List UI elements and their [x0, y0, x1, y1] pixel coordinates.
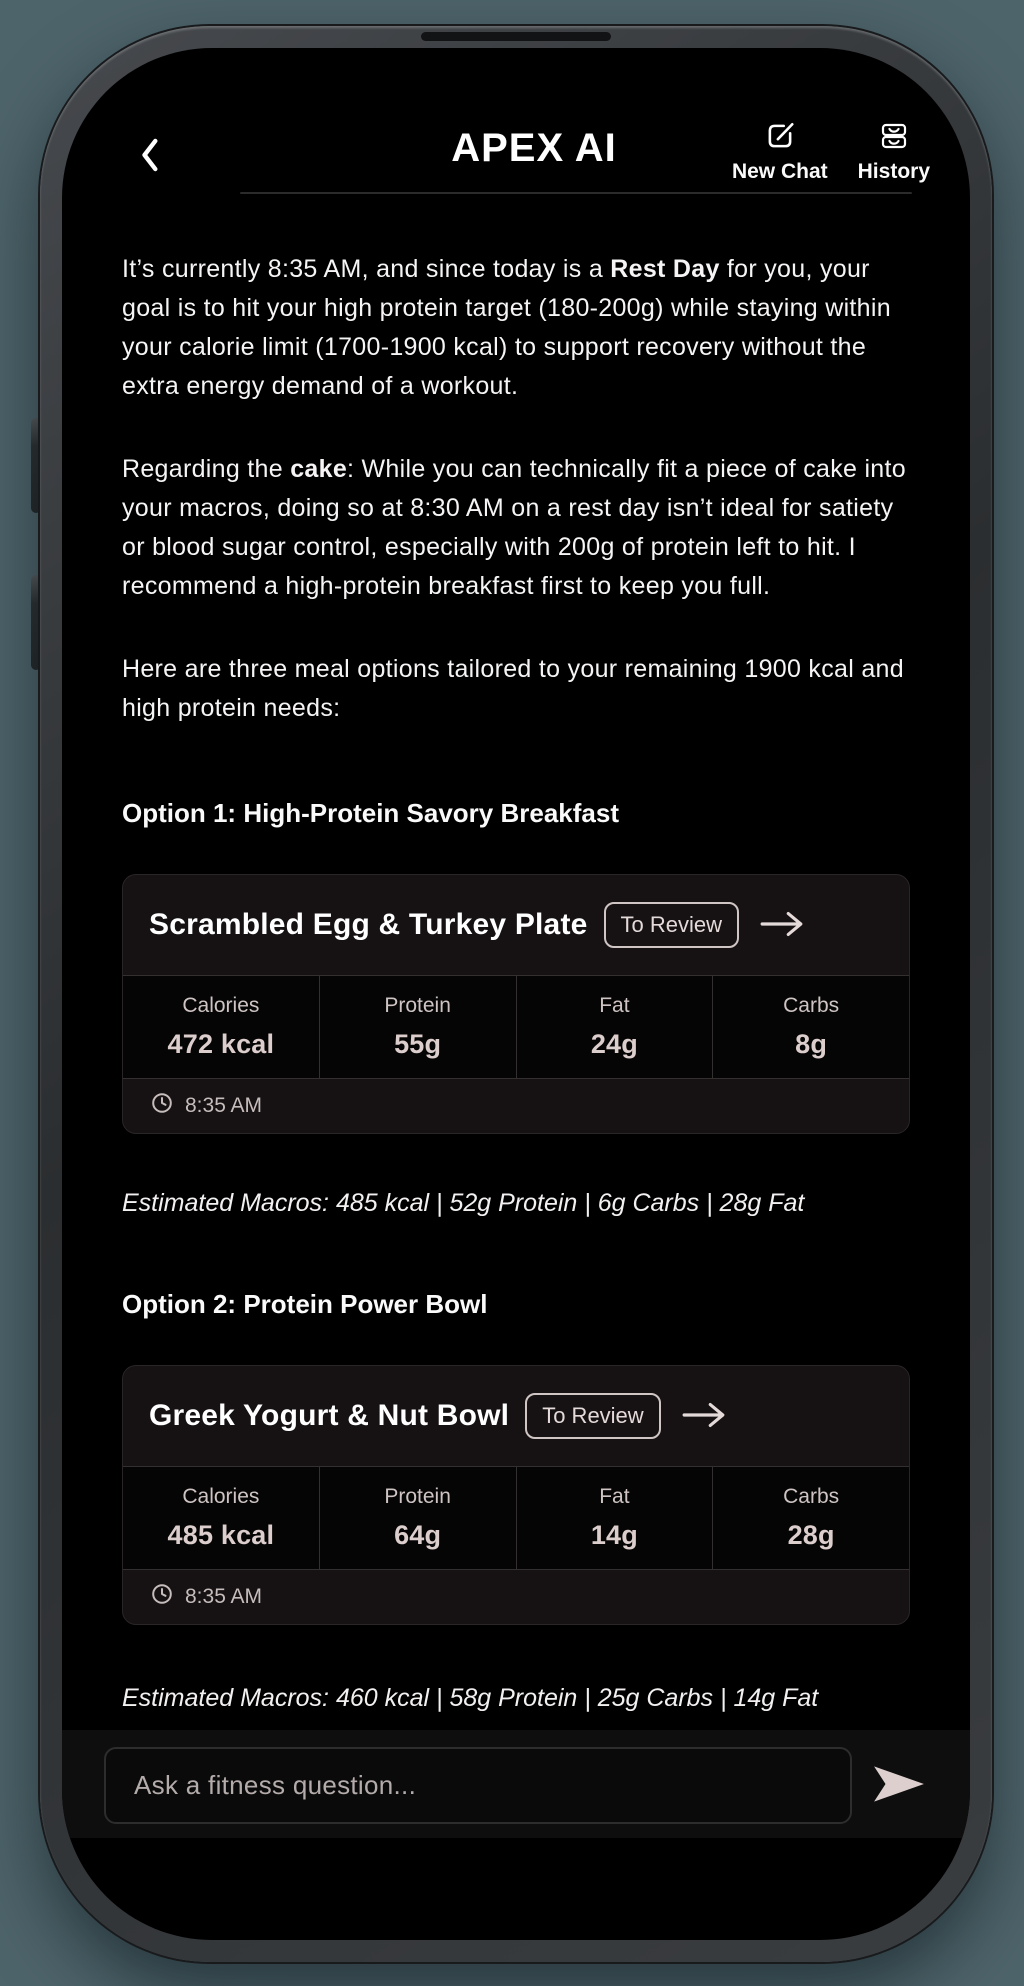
app-header [138, 126, 930, 188]
meal-card-2[interactable] [122, 1365, 910, 1625]
macro-value: 24g [590, 1029, 638, 1059]
open-meal-button[interactable] [677, 1400, 727, 1433]
macro-cell-calories [123, 1467, 320, 1569]
meal-timestamp: 8:35 AM [185, 1094, 263, 1117]
clock-icon [151, 1583, 173, 1611]
macro-label: Protein [384, 1485, 451, 1508]
macro-label: Fat [599, 994, 630, 1017]
macro-value: 472 kcal [167, 1029, 275, 1059]
macro-cell-protein [320, 1467, 517, 1569]
macro-value: 55g [394, 1029, 442, 1059]
option-2-heading: Option 2: Protein Power Bowl [122, 1289, 488, 1319]
new-chat-label: New Chat [731, 160, 828, 183]
meal-timestamp: 8:35 AM [185, 1585, 263, 1608]
macro-value: 28g [787, 1520, 835, 1550]
meal-card-1[interactable] [122, 874, 910, 1134]
phone-frame [40, 26, 992, 1962]
earpiece-speaker [421, 32, 611, 41]
meal-card-header [123, 875, 909, 975]
question-input[interactable] [104, 1747, 852, 1824]
new-chat-button[interactable] [732, 120, 828, 184]
page-title: APEX AI [451, 126, 617, 170]
macro-cell-carbs [713, 976, 909, 1078]
history-archive-icon [878, 120, 910, 155]
macro-label: Fat [599, 1485, 630, 1508]
macro-value: 485 kcal [167, 1520, 275, 1550]
option-1-heading: Option 1: High-Protein Savory Breakfast [122, 798, 619, 828]
arrow-right-icon [681, 1400, 727, 1433]
to-review-badge[interactable]: To Review [604, 902, 739, 948]
macro-label: Calories [182, 994, 260, 1017]
macro-value: 8g [795, 1029, 828, 1059]
macro-label: Protein [384, 994, 451, 1017]
macro-label: Carbs [783, 994, 840, 1017]
composer-bar [62, 1730, 970, 1838]
macro-cell-carbs [713, 1467, 909, 1569]
clock-icon [151, 1092, 173, 1120]
assistant-message-paragraph: Here are three meal options tailored to your remaining 1900 kcal and high protein needs: [122, 655, 904, 722]
history-button[interactable] [858, 120, 930, 184]
macro-label: Carbs [783, 1485, 840, 1508]
meal-card-header [123, 1366, 909, 1466]
meal-title: Scrambled Egg & Turkey Plate [149, 908, 588, 941]
history-label: History [857, 160, 930, 183]
arrow-right-icon [759, 909, 805, 942]
send-arrow-icon [872, 1763, 926, 1808]
app-screen [62, 48, 970, 1940]
macro-cell-fat [517, 976, 714, 1078]
macro-table [123, 975, 909, 1079]
open-meal-button[interactable] [755, 909, 805, 942]
macro-value: 14g [590, 1520, 638, 1550]
estimated-macros-1: Estimated Macros: 485 kcal | 52g Protein | 6g Carbs | 28g Fat [122, 1189, 805, 1217]
assistant-message-paragraph: Regarding the cake: While you can technically fit a piece of cake into your macros, doing so at 8:30 AM on a rest day isn’t ideal for satiety or blood sugar control, especially with 200g of protein left to hit. I recommend a high-protein breakfast first to keep you full. [122, 455, 906, 600]
chat-thread [62, 194, 970, 1718]
to-review-badge[interactable]: To Review [525, 1393, 660, 1439]
meal-card-footer [123, 1570, 909, 1624]
meal-card-footer [123, 1079, 909, 1133]
header-actions [732, 120, 930, 184]
send-button[interactable] [872, 1763, 926, 1808]
compose-icon [764, 120, 796, 155]
meal-title: Greek Yogurt & Nut Bowl [149, 1399, 510, 1432]
macro-label: Calories [182, 1485, 260, 1508]
macro-cell-calories [123, 976, 320, 1078]
macro-cell-protein [320, 976, 517, 1078]
macro-table [123, 1466, 909, 1570]
estimated-macros-2: Estimated Macros: 460 kcal | 58g Protein | 25g Carbs | 14g Fat [122, 1684, 819, 1712]
macro-value: 64g [394, 1520, 442, 1550]
assistant-message-paragraph: It’s currently 8:35 AM, and since today is a Rest Day for you, your goal is to hit your high protein target (180-200g) while staying within your calorie limit (1700-1900 kcal) to support recovery without the extra energy demand of a workout. [122, 255, 891, 400]
macro-cell-fat [517, 1467, 714, 1569]
